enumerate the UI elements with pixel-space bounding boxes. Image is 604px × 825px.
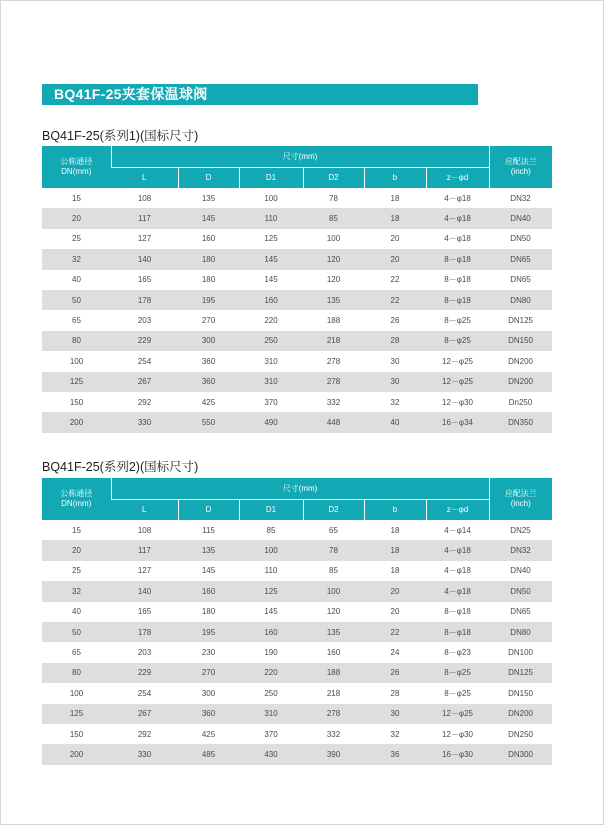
- table-row: [42, 602, 552, 622]
- cell-dn: 15: [42, 520, 111, 540]
- flange-label: 应配法兰: [504, 489, 537, 498]
- nominal-diameter-label: 公称通径: [60, 489, 93, 498]
- cell-bolts: 12－φ25: [426, 704, 489, 724]
- cell-b: 22: [364, 290, 426, 310]
- cell-dn: 65: [42, 642, 111, 662]
- cell-b: 20: [364, 229, 426, 249]
- cell-d: 425: [178, 392, 239, 412]
- cell-d2: 278: [303, 351, 364, 371]
- table-row: [42, 229, 552, 249]
- table-row: [42, 744, 552, 764]
- cell-d2: 218: [303, 683, 364, 703]
- cell-b: 22: [364, 270, 426, 290]
- cell-l: 127: [111, 561, 178, 581]
- table-row: [42, 412, 552, 432]
- cell-d: 270: [178, 663, 239, 683]
- cell-dn: 200: [42, 744, 111, 764]
- cell-d1: 220: [239, 663, 303, 683]
- cell-d: 300: [178, 683, 239, 703]
- cell-flange: DN65: [489, 602, 552, 622]
- col-header-bolts: z－φd: [426, 168, 489, 189]
- main-title-bar: [42, 84, 478, 105]
- col-header-bolts: z－φd: [426, 500, 489, 521]
- cell-d1: 100: [239, 188, 303, 208]
- table-body: [42, 520, 552, 765]
- cell-dn: 150: [42, 724, 111, 744]
- cell-bolts: 4－φ18: [426, 540, 489, 560]
- cell-dn: 50: [42, 622, 111, 642]
- cell-d2: 100: [303, 581, 364, 601]
- cell-d1: 85: [239, 520, 303, 540]
- cell-b: 30: [364, 372, 426, 392]
- cell-d: 160: [178, 581, 239, 601]
- cell-bolts: 12－φ30: [426, 392, 489, 412]
- cell-d2: 135: [303, 290, 364, 310]
- cell-d: 145: [178, 561, 239, 581]
- col-header-d: D: [178, 500, 239, 521]
- flange-header: [489, 478, 552, 520]
- cell-l: 330: [111, 412, 178, 432]
- cell-d2: 448: [303, 412, 364, 432]
- cell-bolts: 16－φ34: [426, 412, 489, 432]
- nominal-diameter-header: [42, 478, 111, 520]
- table-body: [42, 188, 552, 433]
- cell-d2: 120: [303, 602, 364, 622]
- cell-l: 292: [111, 724, 178, 744]
- cell-d1: 220: [239, 310, 303, 330]
- cell-l: 267: [111, 372, 178, 392]
- cell-dn: 15: [42, 188, 111, 208]
- cell-b: 32: [364, 724, 426, 744]
- cell-d2: 120: [303, 249, 364, 269]
- cell-dn: 200: [42, 412, 111, 432]
- cell-d: 180: [178, 270, 239, 290]
- cell-flange: DN200: [489, 704, 552, 724]
- cell-flange: DN350: [489, 412, 552, 432]
- col-header-l: L: [111, 168, 178, 189]
- cell-dn: 40: [42, 602, 111, 622]
- nominal-diameter-unit: DN(mm): [61, 499, 92, 508]
- col-header-d1: D1: [239, 500, 303, 521]
- table-row: [42, 622, 552, 642]
- cell-d: 270: [178, 310, 239, 330]
- cell-l: 178: [111, 622, 178, 642]
- cell-dn: 32: [42, 249, 111, 269]
- cell-flange: DN300: [489, 744, 552, 764]
- cell-d: 145: [178, 208, 239, 228]
- nominal-diameter-label: 公称通径: [60, 157, 93, 166]
- cell-d1: 160: [239, 622, 303, 642]
- table-row: [42, 540, 552, 560]
- cell-d: 230: [178, 642, 239, 662]
- cell-d: 115: [178, 520, 239, 540]
- cell-l: 229: [111, 331, 178, 351]
- cell-d: 485: [178, 744, 239, 764]
- cell-d2: 120: [303, 270, 364, 290]
- cell-d: 135: [178, 188, 239, 208]
- cell-l: 165: [111, 270, 178, 290]
- cell-d1: 190: [239, 642, 303, 662]
- flange-label: 应配法兰: [504, 157, 537, 166]
- cell-d2: 65: [303, 520, 364, 540]
- cell-d: 160: [178, 229, 239, 249]
- cell-bolts: 4－φ14: [426, 520, 489, 540]
- cell-l: 203: [111, 310, 178, 330]
- cell-l: 267: [111, 704, 178, 724]
- cell-l: 165: [111, 602, 178, 622]
- cell-bolts: 4－φ18: [426, 229, 489, 249]
- cell-bolts: 8－φ18: [426, 249, 489, 269]
- cell-d1: 125: [239, 229, 303, 249]
- cell-b: 30: [364, 351, 426, 371]
- cell-flange: DN125: [489, 663, 552, 683]
- cell-d: 195: [178, 622, 239, 642]
- cell-bolts: 12－φ25: [426, 351, 489, 371]
- table-row: [42, 188, 552, 208]
- cell-flange: DN40: [489, 561, 552, 581]
- cell-dn: 100: [42, 683, 111, 703]
- spec-table-series-2: [42, 478, 552, 765]
- cell-b: 20: [364, 581, 426, 601]
- flange-unit: (inch): [510, 499, 531, 508]
- col-header-d2: D2: [303, 500, 364, 521]
- cell-bolts: 4－φ18: [426, 188, 489, 208]
- table-row: [42, 642, 552, 662]
- cell-flange: DN200: [489, 351, 552, 371]
- cell-bolts: 4－φ18: [426, 208, 489, 228]
- cell-b: 18: [364, 208, 426, 228]
- cell-bolts: 12－φ25: [426, 372, 489, 392]
- cell-d2: 390: [303, 744, 364, 764]
- nominal-diameter-unit: DN(mm): [61, 167, 92, 176]
- cell-dn: 20: [42, 540, 111, 560]
- cell-bolts: 8－φ25: [426, 331, 489, 351]
- cell-bolts: 8－φ18: [426, 622, 489, 642]
- cell-dn: 40: [42, 270, 111, 290]
- cell-d1: 310: [239, 704, 303, 724]
- cell-d2: 160: [303, 642, 364, 662]
- cell-dn: 125: [42, 372, 111, 392]
- cell-d1: 125: [239, 581, 303, 601]
- cell-bolts: 8－φ18: [426, 290, 489, 310]
- cell-flange: DN200: [489, 372, 552, 392]
- table-row: [42, 581, 552, 601]
- cell-b: 36: [364, 744, 426, 764]
- cell-d: 360: [178, 372, 239, 392]
- table-row: [42, 663, 552, 683]
- nominal-diameter-header: [42, 146, 111, 188]
- cell-flange: DN150: [489, 683, 552, 703]
- cell-bolts: 8－φ23: [426, 642, 489, 662]
- table-row: [42, 724, 552, 744]
- cell-bolts: 8－φ25: [426, 663, 489, 683]
- cell-d1: 110: [239, 208, 303, 228]
- cell-d2: 135: [303, 622, 364, 642]
- cell-flange: DN125: [489, 310, 552, 330]
- col-header-b: b: [364, 500, 426, 521]
- cell-dn: 80: [42, 663, 111, 683]
- cell-d: 300: [178, 331, 239, 351]
- cell-flange: DN65: [489, 270, 552, 290]
- cell-d1: 310: [239, 372, 303, 392]
- cell-l: 108: [111, 188, 178, 208]
- cell-dn: 50: [42, 290, 111, 310]
- cell-l: 140: [111, 581, 178, 601]
- cell-dn: 100: [42, 351, 111, 371]
- cell-d2: 332: [303, 724, 364, 744]
- cell-d: 360: [178, 351, 239, 371]
- cell-l: 108: [111, 520, 178, 540]
- cell-d1: 145: [239, 270, 303, 290]
- cell-dn: 65: [42, 310, 111, 330]
- cell-l: 229: [111, 663, 178, 683]
- cell-d2: 332: [303, 392, 364, 412]
- flange-unit: (inch): [510, 167, 531, 176]
- cell-bolts: 8－φ25: [426, 683, 489, 703]
- cell-d2: 278: [303, 704, 364, 724]
- cell-b: 26: [364, 663, 426, 683]
- col-header-b: b: [364, 168, 426, 189]
- cell-d1: 100: [239, 540, 303, 560]
- col-header-d1: D1: [239, 168, 303, 189]
- cell-dn: 32: [42, 581, 111, 601]
- table-row: [42, 704, 552, 724]
- cell-b: 26: [364, 310, 426, 330]
- table-1-title: BQ41F-25(系列1)(国标尺寸): [42, 129, 199, 143]
- cell-d1: 310: [239, 351, 303, 371]
- cell-b: 24: [364, 642, 426, 662]
- table-row: [42, 520, 552, 540]
- cell-d1: 430: [239, 744, 303, 764]
- cell-d1: 145: [239, 602, 303, 622]
- cell-d2: 188: [303, 310, 364, 330]
- cell-b: 22: [364, 622, 426, 642]
- table-2-title: BQ41F-25(系列2)(国标尺寸): [42, 460, 199, 474]
- cell-b: 18: [364, 520, 426, 540]
- cell-l: 140: [111, 249, 178, 269]
- cell-l: 178: [111, 290, 178, 310]
- cell-bolts: 8－φ18: [426, 270, 489, 290]
- cell-d: 180: [178, 249, 239, 269]
- cell-flange: DN40: [489, 208, 552, 228]
- cell-d: 550: [178, 412, 239, 432]
- cell-dn: 125: [42, 704, 111, 724]
- cell-d: 425: [178, 724, 239, 744]
- cell-d1: 370: [239, 724, 303, 744]
- cell-flange: DN80: [489, 290, 552, 310]
- cell-l: 203: [111, 642, 178, 662]
- cell-d2: 85: [303, 208, 364, 228]
- cell-flange: DN32: [489, 540, 552, 560]
- table-row: [42, 372, 552, 392]
- cell-flange: DN80: [489, 622, 552, 642]
- cell-flange: DN65: [489, 249, 552, 269]
- cell-d: 135: [178, 540, 239, 560]
- cell-bolts: 16－φ30: [426, 744, 489, 764]
- cell-flange: Dn250: [489, 392, 552, 412]
- cell-b: 28: [364, 683, 426, 703]
- table-row: [42, 270, 552, 290]
- cell-flange: DN100: [489, 642, 552, 662]
- col-header-l: L: [111, 500, 178, 521]
- cell-d2: 278: [303, 372, 364, 392]
- cell-l: 254: [111, 351, 178, 371]
- cell-d2: 188: [303, 663, 364, 683]
- cell-dn: 80: [42, 331, 111, 351]
- cell-d: 195: [178, 290, 239, 310]
- cell-b: 40: [364, 412, 426, 432]
- cell-b: 32: [364, 392, 426, 412]
- cell-flange: DN25: [489, 520, 552, 540]
- cell-b: 18: [364, 188, 426, 208]
- table-row: [42, 331, 552, 351]
- cell-dn: 20: [42, 208, 111, 228]
- cell-b: 18: [364, 540, 426, 560]
- cell-d: 360: [178, 704, 239, 724]
- col-header-d2: D2: [303, 168, 364, 189]
- table-row: [42, 310, 552, 330]
- cell-dn: 25: [42, 561, 111, 581]
- table-row: [42, 249, 552, 269]
- cell-l: 330: [111, 744, 178, 764]
- cell-d1: 370: [239, 392, 303, 412]
- cell-flange: DN250: [489, 724, 552, 744]
- table-row: [42, 290, 552, 310]
- cell-dn: 25: [42, 229, 111, 249]
- cell-b: 30: [364, 704, 426, 724]
- table-row: [42, 208, 552, 228]
- cell-d1: 110: [239, 561, 303, 581]
- cell-dn: 150: [42, 392, 111, 412]
- size-group-header: 尺寸(mm): [111, 478, 489, 500]
- table-row: [42, 351, 552, 371]
- table-row: [42, 561, 552, 581]
- table-row: [42, 683, 552, 703]
- cell-l: 292: [111, 392, 178, 412]
- cell-bolts: 4－φ18: [426, 561, 489, 581]
- cell-d1: 250: [239, 683, 303, 703]
- cell-bolts: 4－φ18: [426, 581, 489, 601]
- cell-d2: 218: [303, 331, 364, 351]
- cell-d1: 490: [239, 412, 303, 432]
- cell-bolts: 12－φ30: [426, 724, 489, 744]
- cell-l: 254: [111, 683, 178, 703]
- cell-l: 127: [111, 229, 178, 249]
- cell-d1: 145: [239, 249, 303, 269]
- flange-header: [489, 146, 552, 188]
- cell-bolts: 8－φ25: [426, 310, 489, 330]
- cell-l: 117: [111, 208, 178, 228]
- cell-flange: DN50: [489, 581, 552, 601]
- cell-d1: 250: [239, 331, 303, 351]
- cell-b: 20: [364, 602, 426, 622]
- cell-d2: 78: [303, 188, 364, 208]
- main-title: BQ41F-25夹套保温球阀: [54, 86, 208, 102]
- cell-l: 117: [111, 540, 178, 560]
- cell-d1: 160: [239, 290, 303, 310]
- size-group-header: 尺寸(mm): [111, 146, 489, 168]
- cell-flange: DN150: [489, 331, 552, 351]
- cell-d: 180: [178, 602, 239, 622]
- cell-b: 20: [364, 249, 426, 269]
- cell-bolts: 8－φ18: [426, 602, 489, 622]
- cell-d2: 100: [303, 229, 364, 249]
- cell-d2: 85: [303, 561, 364, 581]
- cell-b: 28: [364, 331, 426, 351]
- cell-flange: DN50: [489, 229, 552, 249]
- cell-d2: 78: [303, 540, 364, 560]
- cell-flange: DN32: [489, 188, 552, 208]
- spec-table-series-1: [42, 146, 552, 433]
- table-row: [42, 392, 552, 412]
- cell-b: 18: [364, 561, 426, 581]
- col-header-d: D: [178, 168, 239, 189]
